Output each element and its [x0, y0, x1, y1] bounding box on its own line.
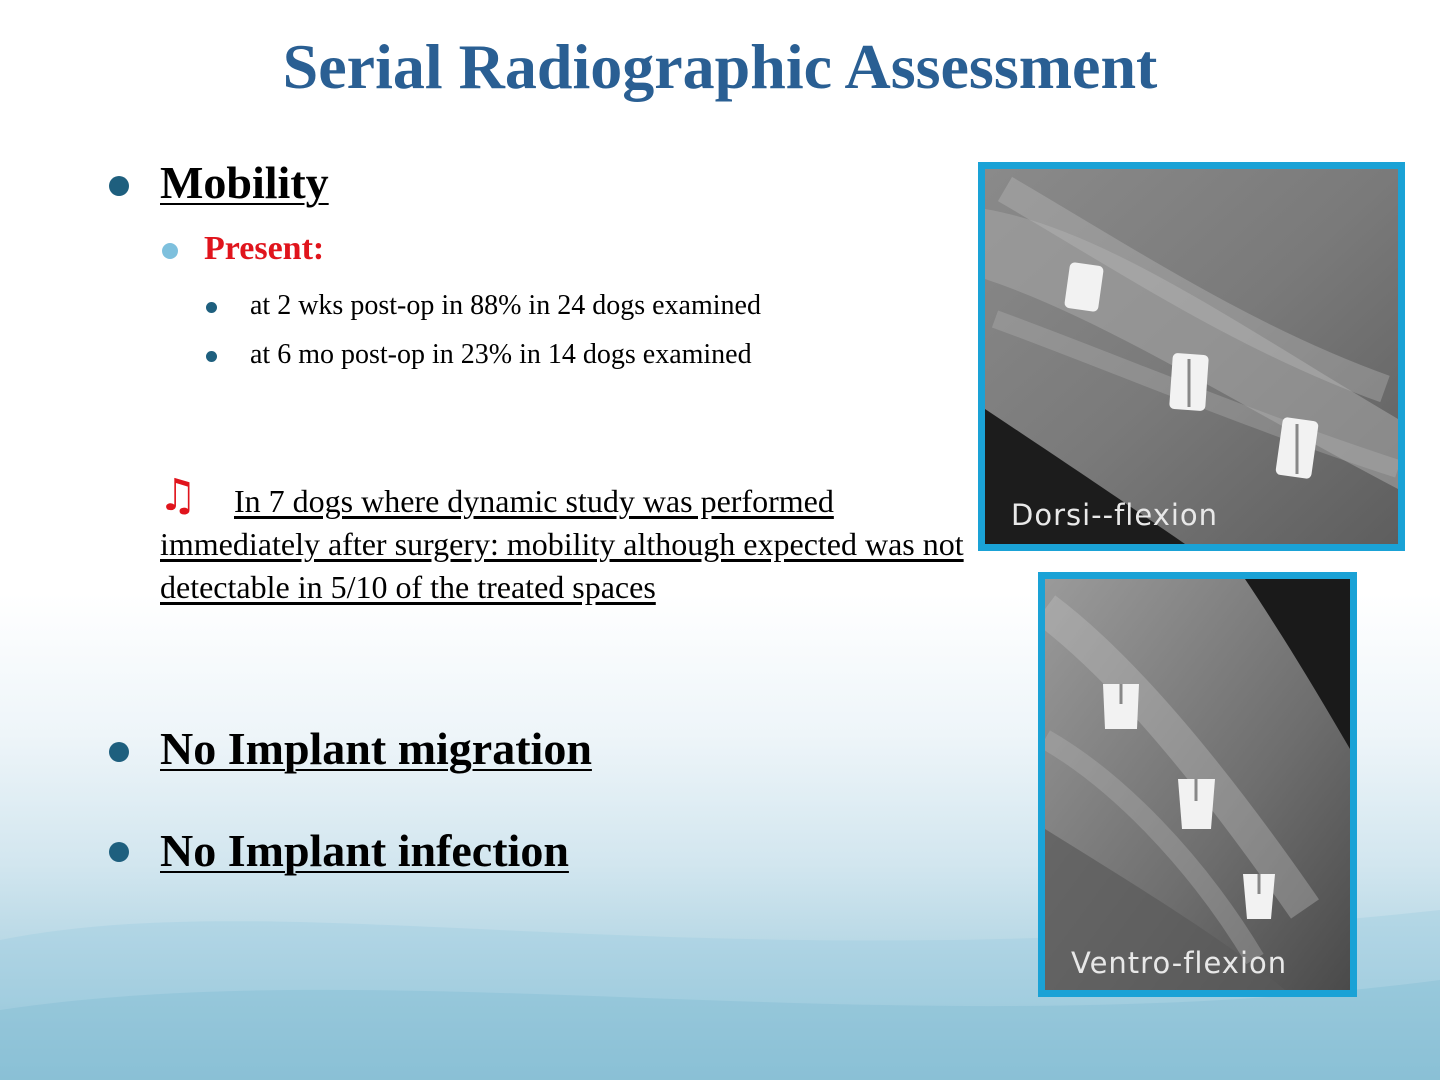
dorsi-flexion-label: Dorsi--flexion	[1011, 498, 1219, 532]
stat-6-months: at 6 mo post-op in 23% in 14 dogs examined	[250, 339, 752, 370]
xray-ventro-flexion-image	[1038, 572, 1357, 997]
bullet-no-migration: No Implant migration	[160, 723, 592, 774]
sub-bullet-present: Present:	[204, 230, 325, 267]
bullet-dot	[109, 176, 129, 196]
sub-bullet-dot	[162, 243, 178, 259]
sub-sub-bullet-dot	[206, 351, 217, 362]
sub-sub-bullet-dot	[206, 302, 217, 313]
music-note-icon: ♫	[158, 470, 198, 521]
ventro-flexion-label: Ventro-flexion	[1071, 946, 1288, 980]
stat-2-weeks: at 2 wks post-op in 88% in 24 dogs examined	[250, 290, 761, 321]
bullet-mobility: Mobility	[160, 157, 329, 208]
bullet-dot	[109, 842, 129, 862]
dynamic-study-note: In 7 dogs where dynamic study was performed immediately after surgery: mobility although expected was not detectable in 5/10 of the treated spaces	[160, 483, 964, 605]
xray-dorsi-flexion-image	[978, 162, 1405, 551]
bullet-no-infection: No Implant infection	[160, 825, 569, 876]
bullet-dot	[109, 742, 129, 762]
slide-title: Serial Radiographic Assessment	[282, 31, 1158, 102]
